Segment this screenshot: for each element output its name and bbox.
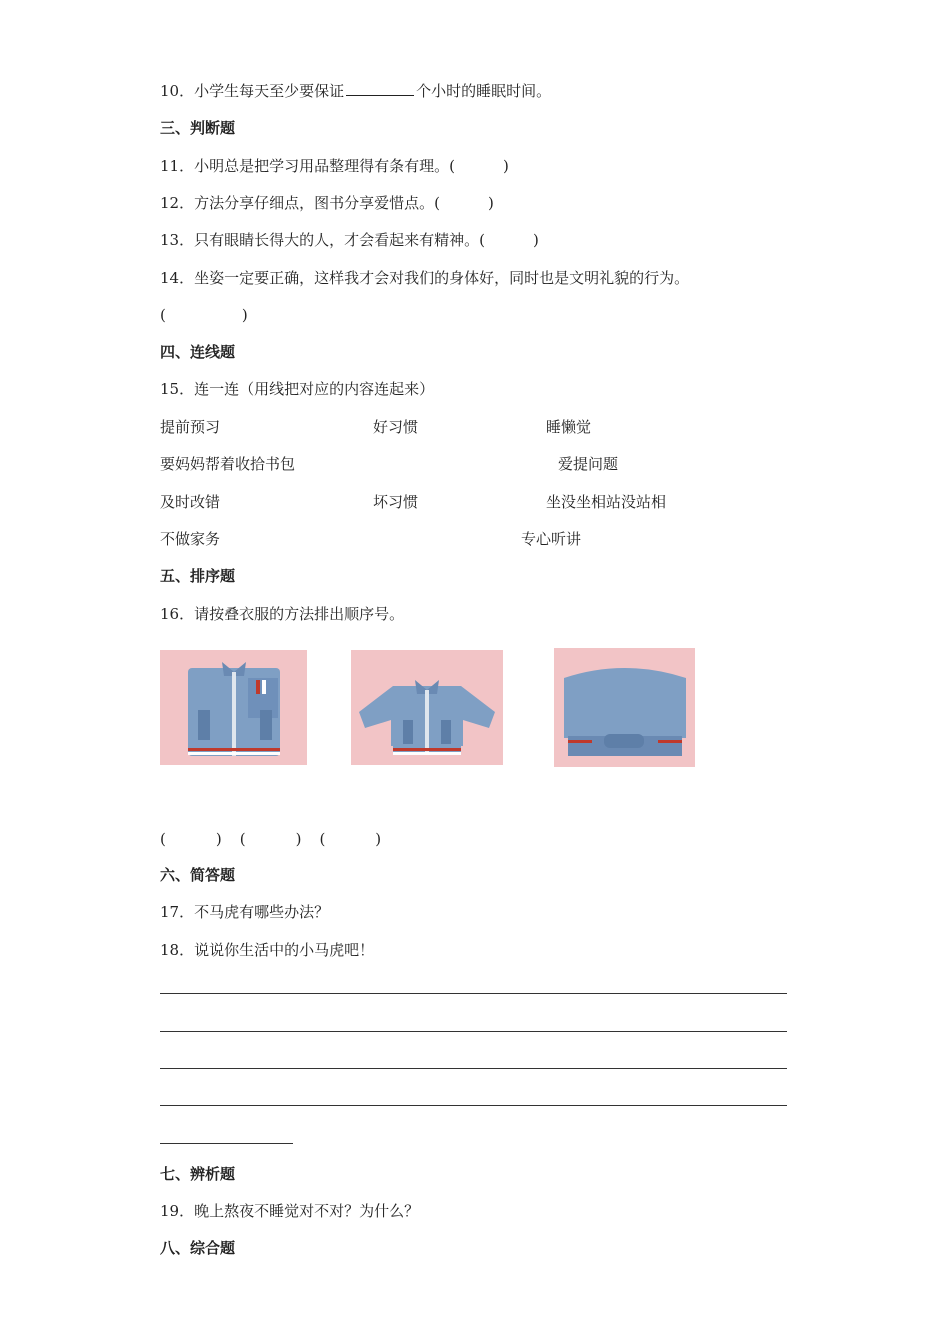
question-13-text: 13．只有眼睛长得大的人，才会看起来有精神。( xyxy=(160,231,485,249)
jacket-photo-3 xyxy=(554,648,695,767)
question-14: 14．坐姿一定要正确，这样我才会对我们的身体好，同时也是文明礼貌的行为。 xyxy=(160,269,690,287)
question-19: 19．晚上熬夜不睡觉对不对？为什么？ xyxy=(160,1202,420,1220)
question-17: 17．不马虎有哪些办法？ xyxy=(160,903,330,921)
section-heading-judgement: 三、判断题 xyxy=(160,119,236,137)
paren-close: ) xyxy=(375,830,382,848)
paren-open: ( xyxy=(319,830,326,848)
question-10 xyxy=(160,81,551,101)
question-16-answers xyxy=(160,829,381,849)
question-13 xyxy=(160,230,539,250)
question-18: 18．说说你生活中的小马虎吧！ xyxy=(160,941,375,959)
paren-close: ) xyxy=(295,830,302,848)
paren-close: ) xyxy=(487,194,494,212)
match-left-item[interactable]: 不做家务 xyxy=(160,530,221,548)
answer-line[interactable] xyxy=(160,1105,787,1106)
paren-close: ) xyxy=(215,830,222,848)
folded-jacket-image xyxy=(160,650,307,765)
paren-close: ) xyxy=(241,306,248,324)
match-middle-item[interactable]: 坏习惯 xyxy=(373,493,419,511)
section-heading-analysis: 七、辨析题 xyxy=(160,1165,236,1183)
jacket-photo-1 xyxy=(160,650,307,765)
match-right-item[interactable]: 爱提问题 xyxy=(558,455,619,473)
paren-open: ( xyxy=(160,306,166,324)
section-heading-comprehensive: 八、综合题 xyxy=(160,1239,236,1257)
question-12-text: 12．方法分享仔细点，图书分享爱惜点。( xyxy=(160,194,440,212)
question-11-text: 11．小明总是把学习用品整理得有条有理。( xyxy=(160,157,455,175)
answer-line[interactable] xyxy=(160,1143,293,1144)
question-12 xyxy=(160,193,494,213)
question-15: 15．连一连（用线把对应的内容连起来） xyxy=(160,380,435,398)
answer-line[interactable] xyxy=(160,993,787,994)
answer-blank[interactable] xyxy=(346,81,414,96)
match-left-item[interactable]: 提前预习 xyxy=(160,418,221,436)
paren-open: ( xyxy=(239,830,246,848)
question-16: 16．请按叠衣服的方法排出顺序号。 xyxy=(160,605,405,623)
answer-line[interactable] xyxy=(160,1031,787,1032)
section-heading-ordering: 五、排序题 xyxy=(160,567,236,585)
match-left-item[interactable]: 及时改错 xyxy=(160,493,221,511)
paren-close: ) xyxy=(532,231,539,249)
jacket-photo-2 xyxy=(351,650,503,765)
match-left-item[interactable]: 要妈妈帮着收拾书包 xyxy=(160,455,296,473)
question-11 xyxy=(160,156,509,176)
section-heading-matching: 四、连线题 xyxy=(160,343,236,361)
flat-jacket-image xyxy=(351,650,503,765)
paren-open: ( xyxy=(160,830,166,848)
match-right-item[interactable]: 坐没坐相站没站相 xyxy=(546,493,667,511)
match-right-item[interactable]: 专心听讲 xyxy=(521,530,582,548)
question-10-text-end: 个小时的睡眠时间。 xyxy=(416,82,552,100)
match-middle-item[interactable]: 好习惯 xyxy=(373,418,419,436)
match-right-item[interactable]: 睡懒觉 xyxy=(546,418,592,436)
half-folded-jacket-image xyxy=(554,648,695,767)
question-10-text: 10．小学生每天至少要保证 xyxy=(160,82,345,100)
answer-line[interactable] xyxy=(160,1068,787,1069)
question-14-answer xyxy=(160,305,248,325)
paren-close: ) xyxy=(502,157,509,175)
section-heading-short-answer: 六、简答题 xyxy=(160,866,236,884)
